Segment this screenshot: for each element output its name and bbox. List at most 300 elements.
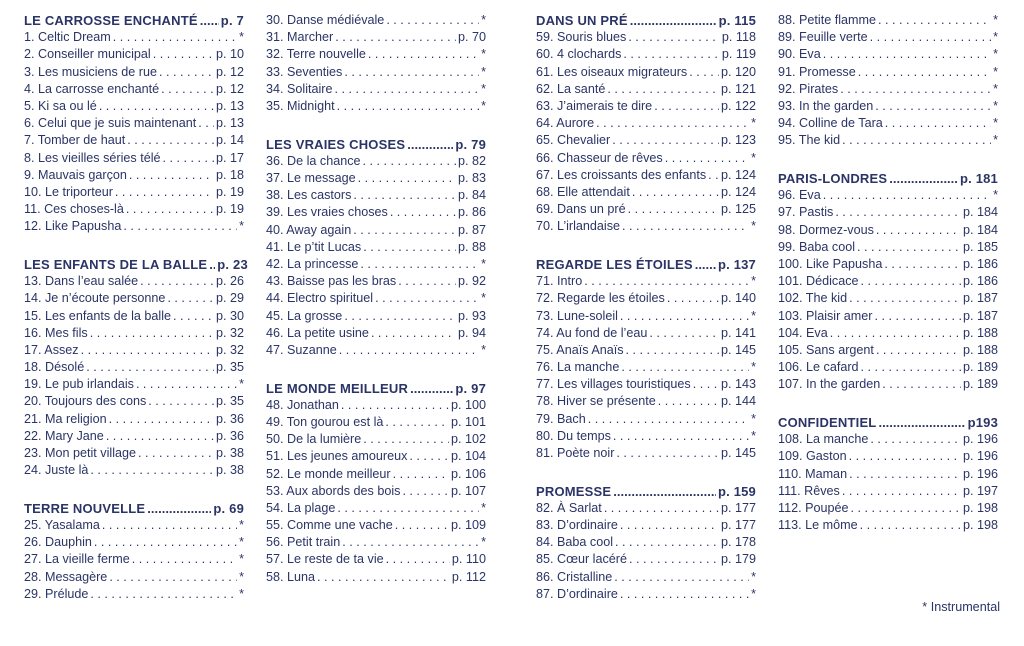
dot-leader xyxy=(94,534,237,551)
album-title: PARIS-LONDRES xyxy=(778,171,888,186)
track-row xyxy=(24,342,244,359)
track-row xyxy=(536,308,756,325)
dot-leader xyxy=(353,222,456,239)
dot-leader xyxy=(375,290,479,307)
dot-leader xyxy=(86,359,214,376)
album-title: TERRE NOUVELLE xyxy=(24,500,146,516)
track-row xyxy=(266,517,486,534)
dot-leader xyxy=(613,428,749,445)
dot-leader xyxy=(127,132,214,149)
track-row xyxy=(536,569,756,586)
track-page: * xyxy=(751,150,756,165)
dot-leader xyxy=(623,46,719,63)
track-page: p. 198 xyxy=(962,500,998,515)
track-row xyxy=(24,428,244,445)
track-title: 110. Maman xyxy=(778,466,848,481)
track-row xyxy=(24,517,244,534)
track-page: * xyxy=(993,133,998,148)
track-title: 20. Toujours des cons xyxy=(24,394,147,409)
track-row xyxy=(536,46,756,63)
dot-leader xyxy=(632,184,719,201)
track-page: * xyxy=(751,274,756,289)
track-page: p. 140 xyxy=(720,291,756,306)
track-title: 100. Like Papusha xyxy=(778,256,883,271)
track-row xyxy=(266,325,486,342)
dot-leader xyxy=(621,359,749,376)
track-row xyxy=(536,29,756,46)
track-page: p. 185 xyxy=(962,239,998,254)
track-page: * xyxy=(993,188,998,203)
dot-leader xyxy=(861,273,961,290)
track-page: p. 198 xyxy=(962,518,998,533)
dot-leader xyxy=(337,500,479,517)
track-row xyxy=(266,204,486,221)
track-title: 61. Les oiseaux migrateurs xyxy=(536,64,688,79)
toc-column-1 xyxy=(24,12,248,624)
track-row xyxy=(24,29,244,46)
track-title: 34. Solitaire xyxy=(266,81,333,96)
track-page: p. 196 xyxy=(962,449,998,464)
track-title: 22. Mary Jane xyxy=(24,428,104,443)
track-page: p. 19 xyxy=(215,184,244,199)
dot-leader xyxy=(363,239,456,256)
track-page: p. 107 xyxy=(450,483,486,498)
track-title: 55. Comme une vache xyxy=(266,518,393,533)
dot-leader xyxy=(884,256,961,273)
dot-leader xyxy=(630,12,717,29)
track-page: * xyxy=(239,552,244,567)
track-title: 111. Rêves xyxy=(778,483,840,498)
track-page: p. 141 xyxy=(720,325,756,340)
album-title: REGARDE LES ÉTOILES xyxy=(536,256,693,272)
track-title: 50. De la lumière xyxy=(266,432,362,447)
track-row xyxy=(536,167,756,184)
track-row xyxy=(266,500,486,517)
dot-leader xyxy=(857,239,961,256)
dot-leader xyxy=(842,483,961,500)
track-title: 90. Eva xyxy=(778,47,821,62)
track-title: 51. Les jeunes amoureux xyxy=(266,449,408,464)
track-row xyxy=(266,448,486,465)
track-row xyxy=(24,462,244,479)
track-title: 83. D’ordinaire xyxy=(536,518,618,533)
track-title: 56. Petit train xyxy=(266,535,341,550)
dot-leader xyxy=(628,201,719,218)
album-section xyxy=(778,414,998,534)
track-title: 64. Aurore xyxy=(536,116,595,131)
track-row xyxy=(778,500,998,517)
track-title: 89. Feuille verte xyxy=(778,30,868,45)
track-row xyxy=(536,81,756,98)
album-heading xyxy=(24,256,248,273)
album-section xyxy=(266,380,486,586)
track-title: 59. Souris blues xyxy=(536,30,627,45)
track-page: p. 29 xyxy=(215,291,244,306)
track-page: p. 178 xyxy=(720,535,756,550)
track-page: * xyxy=(993,81,998,96)
track-page: * xyxy=(481,342,486,357)
track-title: 72. Regarde les étoiles xyxy=(536,291,665,306)
track-page: p. 102 xyxy=(450,432,486,447)
track-row xyxy=(24,273,244,290)
track-page: * xyxy=(993,116,998,131)
track-page: p. 100 xyxy=(450,397,486,412)
toc-column-2 xyxy=(266,12,486,606)
track-row xyxy=(778,325,998,342)
track-page: * xyxy=(993,30,998,45)
dot-leader xyxy=(604,500,719,517)
track-title: 6. Celui que je suis maintenant xyxy=(24,116,197,131)
track-row xyxy=(536,150,756,167)
dot-leader xyxy=(109,411,214,428)
album-title: LE CARROSSE ENCHANTÉ xyxy=(24,13,198,28)
album-title: PROMESSE xyxy=(536,483,612,499)
dot-leader xyxy=(132,551,237,568)
track-page: * xyxy=(239,219,244,234)
track-page: p. 84 xyxy=(457,188,486,203)
dot-leader xyxy=(398,273,456,290)
track-title: 71. Intro xyxy=(536,274,583,289)
track-row xyxy=(536,551,756,568)
album-section xyxy=(536,256,756,462)
track-row xyxy=(266,551,486,568)
track-title: 21. Ma religion xyxy=(24,411,107,426)
track-page: * xyxy=(993,64,998,79)
track-row xyxy=(536,132,756,149)
track-title: 58. Luna xyxy=(266,569,316,584)
dot-leader xyxy=(129,167,214,184)
track-row xyxy=(24,359,244,376)
track-title: 78. Hiver se présente xyxy=(536,394,656,409)
track-row xyxy=(266,222,486,239)
track-title: 69. Dans un pré xyxy=(536,202,626,217)
album-heading xyxy=(778,170,998,187)
dot-leader xyxy=(649,325,719,342)
track-page: p. 119 xyxy=(721,47,756,62)
dot-leader xyxy=(386,551,450,568)
track-title: 107. In the garden xyxy=(778,377,881,392)
track-page: * xyxy=(993,47,998,62)
track-row xyxy=(778,98,998,115)
dot-leader xyxy=(885,115,991,132)
track-page: p. 120 xyxy=(720,64,756,79)
track-row xyxy=(24,201,244,218)
track-row xyxy=(266,256,486,273)
album-section xyxy=(778,170,998,393)
dot-leader xyxy=(90,586,237,603)
track-row xyxy=(536,98,756,115)
track-title: 48. Jonathan xyxy=(266,397,339,412)
dot-leader xyxy=(878,12,991,29)
album-title: CONFIDENTIEL xyxy=(778,414,877,430)
track-page: p. 10 xyxy=(215,47,244,62)
track-title: 10. Le triporteur xyxy=(24,184,113,199)
dot-leader xyxy=(861,359,961,376)
track-row xyxy=(778,273,998,290)
dot-leader xyxy=(368,46,479,63)
track-page: * xyxy=(481,13,486,27)
track-page: p. 13 xyxy=(215,116,244,131)
track-title: 112. Poupée xyxy=(778,500,849,515)
track-title: 24. Juste là xyxy=(24,463,89,478)
album-heading xyxy=(536,12,756,29)
track-page: p. 187 xyxy=(962,308,998,323)
track-title: 46. La petite usine xyxy=(266,325,369,340)
track-row xyxy=(24,551,244,568)
dot-leader xyxy=(344,308,456,325)
track-title: 2. Conseiller municipal xyxy=(24,47,151,62)
track-title: 16. Mes fils xyxy=(24,325,88,340)
track-page: * xyxy=(239,30,244,45)
dot-leader xyxy=(147,500,211,517)
dot-leader xyxy=(395,517,449,534)
track-title: 93. In the garden xyxy=(778,98,874,113)
track-page: p. 36 xyxy=(215,428,244,443)
track-page: * xyxy=(481,500,486,515)
dot-leader xyxy=(689,64,719,81)
track-row xyxy=(536,201,756,218)
track-title: 5. Ki sa ou lé xyxy=(24,98,97,113)
track-title: 77. Les villages touristiques xyxy=(536,377,691,392)
track-title: 98. Dormez-vous xyxy=(778,222,874,237)
track-row xyxy=(778,132,998,149)
track-page: p. 38 xyxy=(215,463,244,478)
dot-leader xyxy=(99,98,214,115)
dot-leader xyxy=(667,290,719,307)
track-page: * xyxy=(751,411,756,426)
track-row xyxy=(778,204,998,221)
track-page: p. 101 xyxy=(450,414,486,429)
track-page: p. 35 xyxy=(215,394,244,409)
track-page: p. 145 xyxy=(720,446,756,460)
track-page: p. 18 xyxy=(215,167,244,182)
track-title: 14. Je n’écoute personne xyxy=(24,291,166,306)
track-title: 36. De la chance xyxy=(266,153,361,168)
track-page: p. 106 xyxy=(450,466,486,481)
track-row xyxy=(536,517,756,534)
track-title: 95. The kid xyxy=(778,133,841,148)
track-page: p. 184 xyxy=(962,205,998,220)
track-page: p. 13 xyxy=(215,98,244,113)
album-section xyxy=(24,12,244,235)
track-page: * xyxy=(481,47,486,62)
dot-leader xyxy=(109,569,237,586)
dot-leader xyxy=(823,46,991,63)
track-title: 65. Chevalier xyxy=(536,133,611,148)
album-section xyxy=(536,12,756,235)
track-row xyxy=(24,167,244,184)
track-row xyxy=(778,466,998,483)
album-page: p. 137 xyxy=(717,256,756,272)
track-row xyxy=(778,256,998,273)
track-row xyxy=(266,46,486,63)
album-heading xyxy=(266,380,486,397)
track-title: 66. Chasseur de rêves xyxy=(536,150,663,165)
track-title: 43. Baisse pas les bras xyxy=(266,274,397,289)
track-row xyxy=(24,150,244,167)
dot-leader xyxy=(339,342,479,359)
toc-column-3 xyxy=(536,12,756,624)
dot-leader xyxy=(849,448,961,465)
track-page: p. 12 xyxy=(215,81,244,96)
dot-leader xyxy=(167,290,214,307)
track-page: p. 179 xyxy=(720,552,756,567)
album-section xyxy=(536,483,756,603)
track-row xyxy=(778,239,998,256)
album-title: LES ENFANTS DE LA BALLE xyxy=(24,256,208,272)
dot-leader xyxy=(161,81,214,98)
dot-leader xyxy=(878,414,965,431)
dot-leader xyxy=(842,132,991,149)
track-title: 97. Pastis xyxy=(778,205,834,220)
track-page: p. 82 xyxy=(457,153,486,168)
dot-leader xyxy=(607,81,719,98)
album-title: DANS UN PRÉ xyxy=(536,13,628,28)
dot-leader xyxy=(875,308,961,325)
track-row xyxy=(778,187,998,204)
track-row xyxy=(24,411,244,428)
track-row xyxy=(266,81,486,98)
track-title: 47. Suzanne xyxy=(266,342,337,357)
track-row xyxy=(24,393,244,410)
track-title: 108. La manche xyxy=(778,432,869,447)
track-row xyxy=(536,273,756,290)
album-heading xyxy=(536,483,756,500)
track-row xyxy=(536,376,756,393)
dot-leader xyxy=(410,380,453,397)
track-page: p. 118 xyxy=(721,30,756,45)
album-page: p. 23 xyxy=(217,256,248,272)
track-title: 103. Plaisir amer xyxy=(778,308,873,323)
dot-leader xyxy=(90,462,214,479)
track-title: 104. Eva xyxy=(778,325,828,340)
track-title: 39. Les vraies choses xyxy=(266,205,388,220)
dot-leader xyxy=(115,184,214,201)
track-row xyxy=(24,376,244,393)
track-title: 86. Cristalline xyxy=(536,569,613,584)
track-page: p. 93 xyxy=(457,308,486,323)
track-page: p. 186 xyxy=(962,274,998,289)
dot-leader xyxy=(849,466,961,483)
track-title: 91. Promesse xyxy=(778,64,856,79)
track-page: p. 30 xyxy=(215,308,244,323)
dot-leader xyxy=(870,29,991,46)
dot-leader xyxy=(198,115,214,132)
dot-leader xyxy=(148,393,214,410)
track-row xyxy=(778,12,998,29)
track-page: p. 88 xyxy=(457,239,486,254)
dot-leader xyxy=(358,170,456,187)
track-row xyxy=(536,534,756,551)
track-page: p. 70 xyxy=(457,30,486,45)
track-row xyxy=(536,428,756,445)
album-heading xyxy=(24,12,244,29)
track-row xyxy=(266,414,486,431)
track-title: 79. Bach xyxy=(536,411,586,426)
track-title: 31. Marcher xyxy=(266,30,334,45)
track-page: p. 32 xyxy=(215,325,244,340)
track-page: p. 125 xyxy=(720,202,756,217)
track-title: 113. Le môme xyxy=(778,518,858,533)
dot-leader xyxy=(876,222,961,239)
dot-leader xyxy=(173,308,214,325)
dot-leader xyxy=(615,534,719,551)
track-title: 38. Les castors xyxy=(266,188,352,203)
dot-leader xyxy=(106,428,214,445)
track-row xyxy=(266,273,486,290)
track-title: 23. Mon petit village xyxy=(24,446,137,460)
track-page: * xyxy=(751,586,756,601)
track-row xyxy=(24,308,244,325)
album-page: p193 xyxy=(967,414,998,430)
dot-leader xyxy=(209,256,215,273)
track-title: 81. Poète noir xyxy=(536,446,615,460)
dot-leader xyxy=(337,98,479,115)
track-page: p. 94 xyxy=(457,325,486,340)
track-row xyxy=(536,218,756,235)
dot-leader xyxy=(136,376,237,393)
track-row xyxy=(24,184,244,201)
track-title: 1. Celtic Dream xyxy=(24,30,111,45)
track-title: 18. Désolé xyxy=(24,360,85,375)
track-title: 35. Midnight xyxy=(266,98,335,113)
album-page: p. 97 xyxy=(455,380,486,396)
dot-leader xyxy=(596,115,749,132)
track-row xyxy=(24,534,244,551)
track-title: 75. Anaïs Anaïs xyxy=(536,342,624,357)
track-page: * xyxy=(481,256,486,271)
track-title: 94. Colline de Tara xyxy=(778,116,883,131)
dot-leader xyxy=(342,534,479,551)
track-row xyxy=(778,64,998,81)
dot-leader xyxy=(81,342,214,359)
track-title: 54. La plage xyxy=(266,500,336,515)
dot-leader xyxy=(90,325,214,342)
dot-leader xyxy=(626,342,719,359)
dot-leader xyxy=(353,187,456,204)
track-title: 62. La santé xyxy=(536,81,606,96)
track-title: 3. Les musiciens de rue xyxy=(24,64,158,79)
track-row xyxy=(266,534,486,551)
track-title: 80. Du temps xyxy=(536,428,611,443)
dot-leader xyxy=(588,411,749,428)
track-page: * xyxy=(481,535,486,550)
track-page: p. 17 xyxy=(215,150,244,165)
track-row xyxy=(266,239,486,256)
track-page: p. 124 xyxy=(720,167,756,182)
track-title: 45. La grosse xyxy=(266,308,343,323)
dot-leader xyxy=(830,325,961,342)
track-page: * xyxy=(993,98,998,113)
album-heading xyxy=(266,136,486,153)
dot-leader xyxy=(584,273,749,290)
track-page: p. 83 xyxy=(457,171,486,185)
track-page: p. 189 xyxy=(962,360,998,375)
track-title: 99. Baba cool xyxy=(778,239,856,254)
track-title: 44. Electro spirituel xyxy=(266,291,374,306)
track-title: 41. Le p’tit Lucas xyxy=(266,239,362,254)
track-page: p. 104 xyxy=(450,449,486,464)
track-page: p. 124 xyxy=(720,184,756,199)
track-row xyxy=(778,359,998,376)
dot-leader xyxy=(113,29,237,46)
track-page: * xyxy=(993,13,998,27)
dot-leader xyxy=(159,64,214,81)
album-page: p. 79 xyxy=(455,136,486,152)
track-page: p. 19 xyxy=(215,202,244,217)
dot-leader xyxy=(390,204,456,221)
dot-leader xyxy=(840,81,991,98)
